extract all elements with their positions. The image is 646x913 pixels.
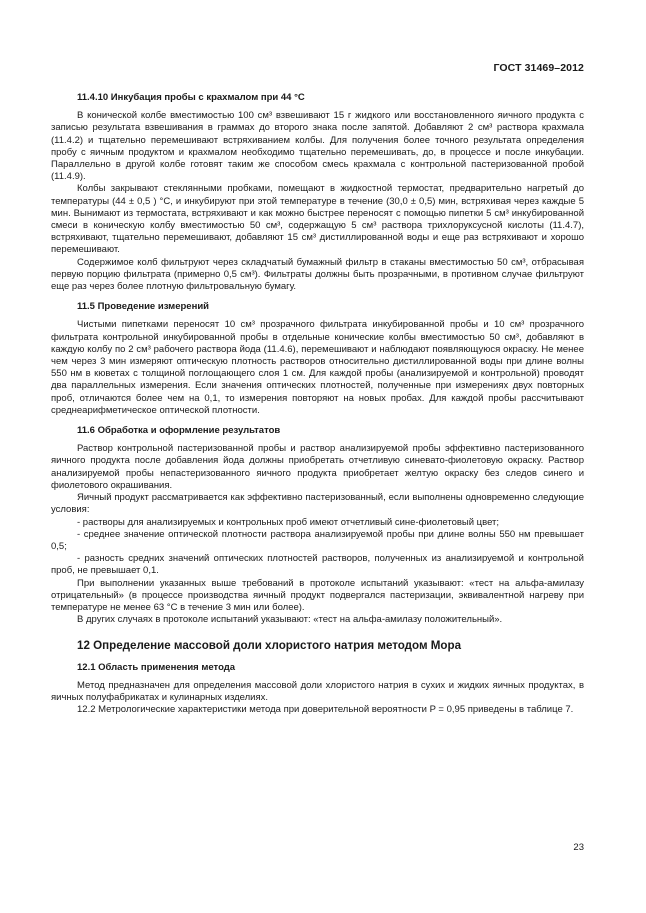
section-11-4-10-title: 11.4.10 Инкубация пробы с крахмалом при 44 °С bbox=[77, 92, 305, 103]
condition-list-item-2: - среднее значение оптической плотности раствора анализируемой пробы при длине волны 550 нм превышает 0,5; bbox=[51, 528, 584, 552]
section-12-2-paragraph: 12.2 Метрологические характеристики метода при доверительной вероятности P = 0,95 приведены в таблице 7. bbox=[77, 704, 574, 716]
section-11-4-10-paragraph-3: Содержимое колб фильтруют через складчатый бумажный фильтр в стаканы вместимостью 50 см³, отбрасывая первую порцию фильтрата (примерно 0,5 см³). Фильтраты должны быть прозрачными, в противном случае фильтруют еще раз через более плотную фильтровальную бумагу. bbox=[51, 256, 584, 293]
section-11-6-paragraph-2: Яичный продукт рассматривается как эффективно пастеризованный, если выполнены одновременно следующие условия: bbox=[51, 492, 584, 516]
standard-designation: ГОСТ 31469–2012 bbox=[493, 62, 584, 74]
condition-list-item-1: - растворы для анализируемых и контрольных проб имеют отчетливый сине-фиолетовый цвет; bbox=[77, 516, 500, 528]
section-11-6-paragraph-1: Раствор контрольной пастеризованной пробы и раствор анализируемой пробы эффективно пастеризованного яичного продукта после добавления йода должны приобретать отчетливую синевато-фиолетовую окраску. Раствор анализируемой пробы непастеризованного яичного продукта приобретает желтую окраску без следов синего и фиолетового окрашивания. bbox=[51, 443, 584, 491]
section-11-5-title: 11.5 Проведение измерений bbox=[77, 301, 209, 313]
condition-list-item-3: - разность средних значений оптических плотностей растворов, полученных из анализируемой и контрольной проб, не превышает 0,1. bbox=[51, 553, 584, 577]
section-11-4-10-paragraph-2: Колбы закрывают стеклянными пробками, помещают в жидкостной термостат, предварительно нагретый до температуры (44 ± 0,5 ) °С, и инкубируют при этой температуре в течение (30,0 ± 0,5) мин, встряхивая через каждые 5 мин. Вынимают из термостата, встряхивают и как можно быстрее переносят с помощью пипетки 5 см³ инкубированной смеси в коническую колбу вместимостью 50 см³, содержащую 5 см³ раствора трихлоруксусной кислоты (11.4.7), встряхивают, тщательно перемешивают, добавляют 15 см³ дистиллированной воды и еще раз встряхивают и хорошо перемешивают. bbox=[51, 183, 584, 256]
section-11-6-paragraph-4: В других случаях в протоколе испытаний указывают: «тест на альфа-амилазу положительный». bbox=[77, 614, 503, 626]
document-body bbox=[51, 92, 584, 716]
section-12-title: 12 Определение массовой доли хлористого натрия методом Мора bbox=[77, 639, 462, 653]
section-11-6-title: 11.6 Обработка и оформление результатов bbox=[77, 425, 281, 437]
section-12-1-paragraph-1: Метод предназначен для определения массовой доли хлористого натрия в сухих и жидких яичных продуктах, в яичных полуфабрикатах и кулинарных изделиях. bbox=[51, 679, 584, 703]
section-12-1-title: 12.1 Область применения метода bbox=[77, 661, 236, 673]
section-11-5-paragraph-1: Чистыми пипетками переносят 10 см³ прозрачного фильтрата инкубированной пробы и 10 см³ прозрачного фильтрата контрольной инкубированной пробы в отдельные конические колбы вместимостью 50 см³, добавляют в каждую колбу по 2 см³ рабочего раствора йода (11.4.6), перемешивают и наблюдают появляющуюся окраску. Не менее чем через 3 мин измеряют оптическую плотность растворов относительно дистиллированной воды при длине волны 550 нм в кюветах с толщиной поглощающего слоя 1 см. Для каждой пробы (анализируемой и контрольной) проводят два параллельных измерения. Если значения оптических плотностей, полученные при измерениях двух повторных проб, отличаются более чем на 0,1, то измерения повторяют на новых пробах. Для каждой пробы рассчитывают среднеарифметическое оптической плотности. bbox=[51, 319, 584, 416]
page-number: 23 bbox=[573, 842, 584, 853]
section-11-6-paragraph-3: При выполнении указанных выше требований в протоколе испытаний указывают: «тест на альфа-амилазу отрицательный» (в процессе производства яичный продукт подвергался пастеризации, эквивалентной нагреву при температуре не менее 63 °С в течение 3 мин или более). bbox=[51, 577, 584, 613]
section-11-4-10-paragraph-1: В конической колбе вместимостью 100 см³ взвешивают 15 г жидкого или восстановленного яичного продукта с записью результата взвешивания в граммах до второго знака после запятой. Добавляют 2 см³ раствора крахмала (11.4.2) и тщательно перемешивают встряхиванием колбы. Для получения более точного результата определения пробу с яичным продуктом и крахмалом необходимо тщательно перемешивать, до, в процессе и после инкубации. Параллельно в другой колбе готовят таким же способом смесь крахмала с контрольной пастеризованной пробой (11.4.9). bbox=[51, 110, 584, 183]
